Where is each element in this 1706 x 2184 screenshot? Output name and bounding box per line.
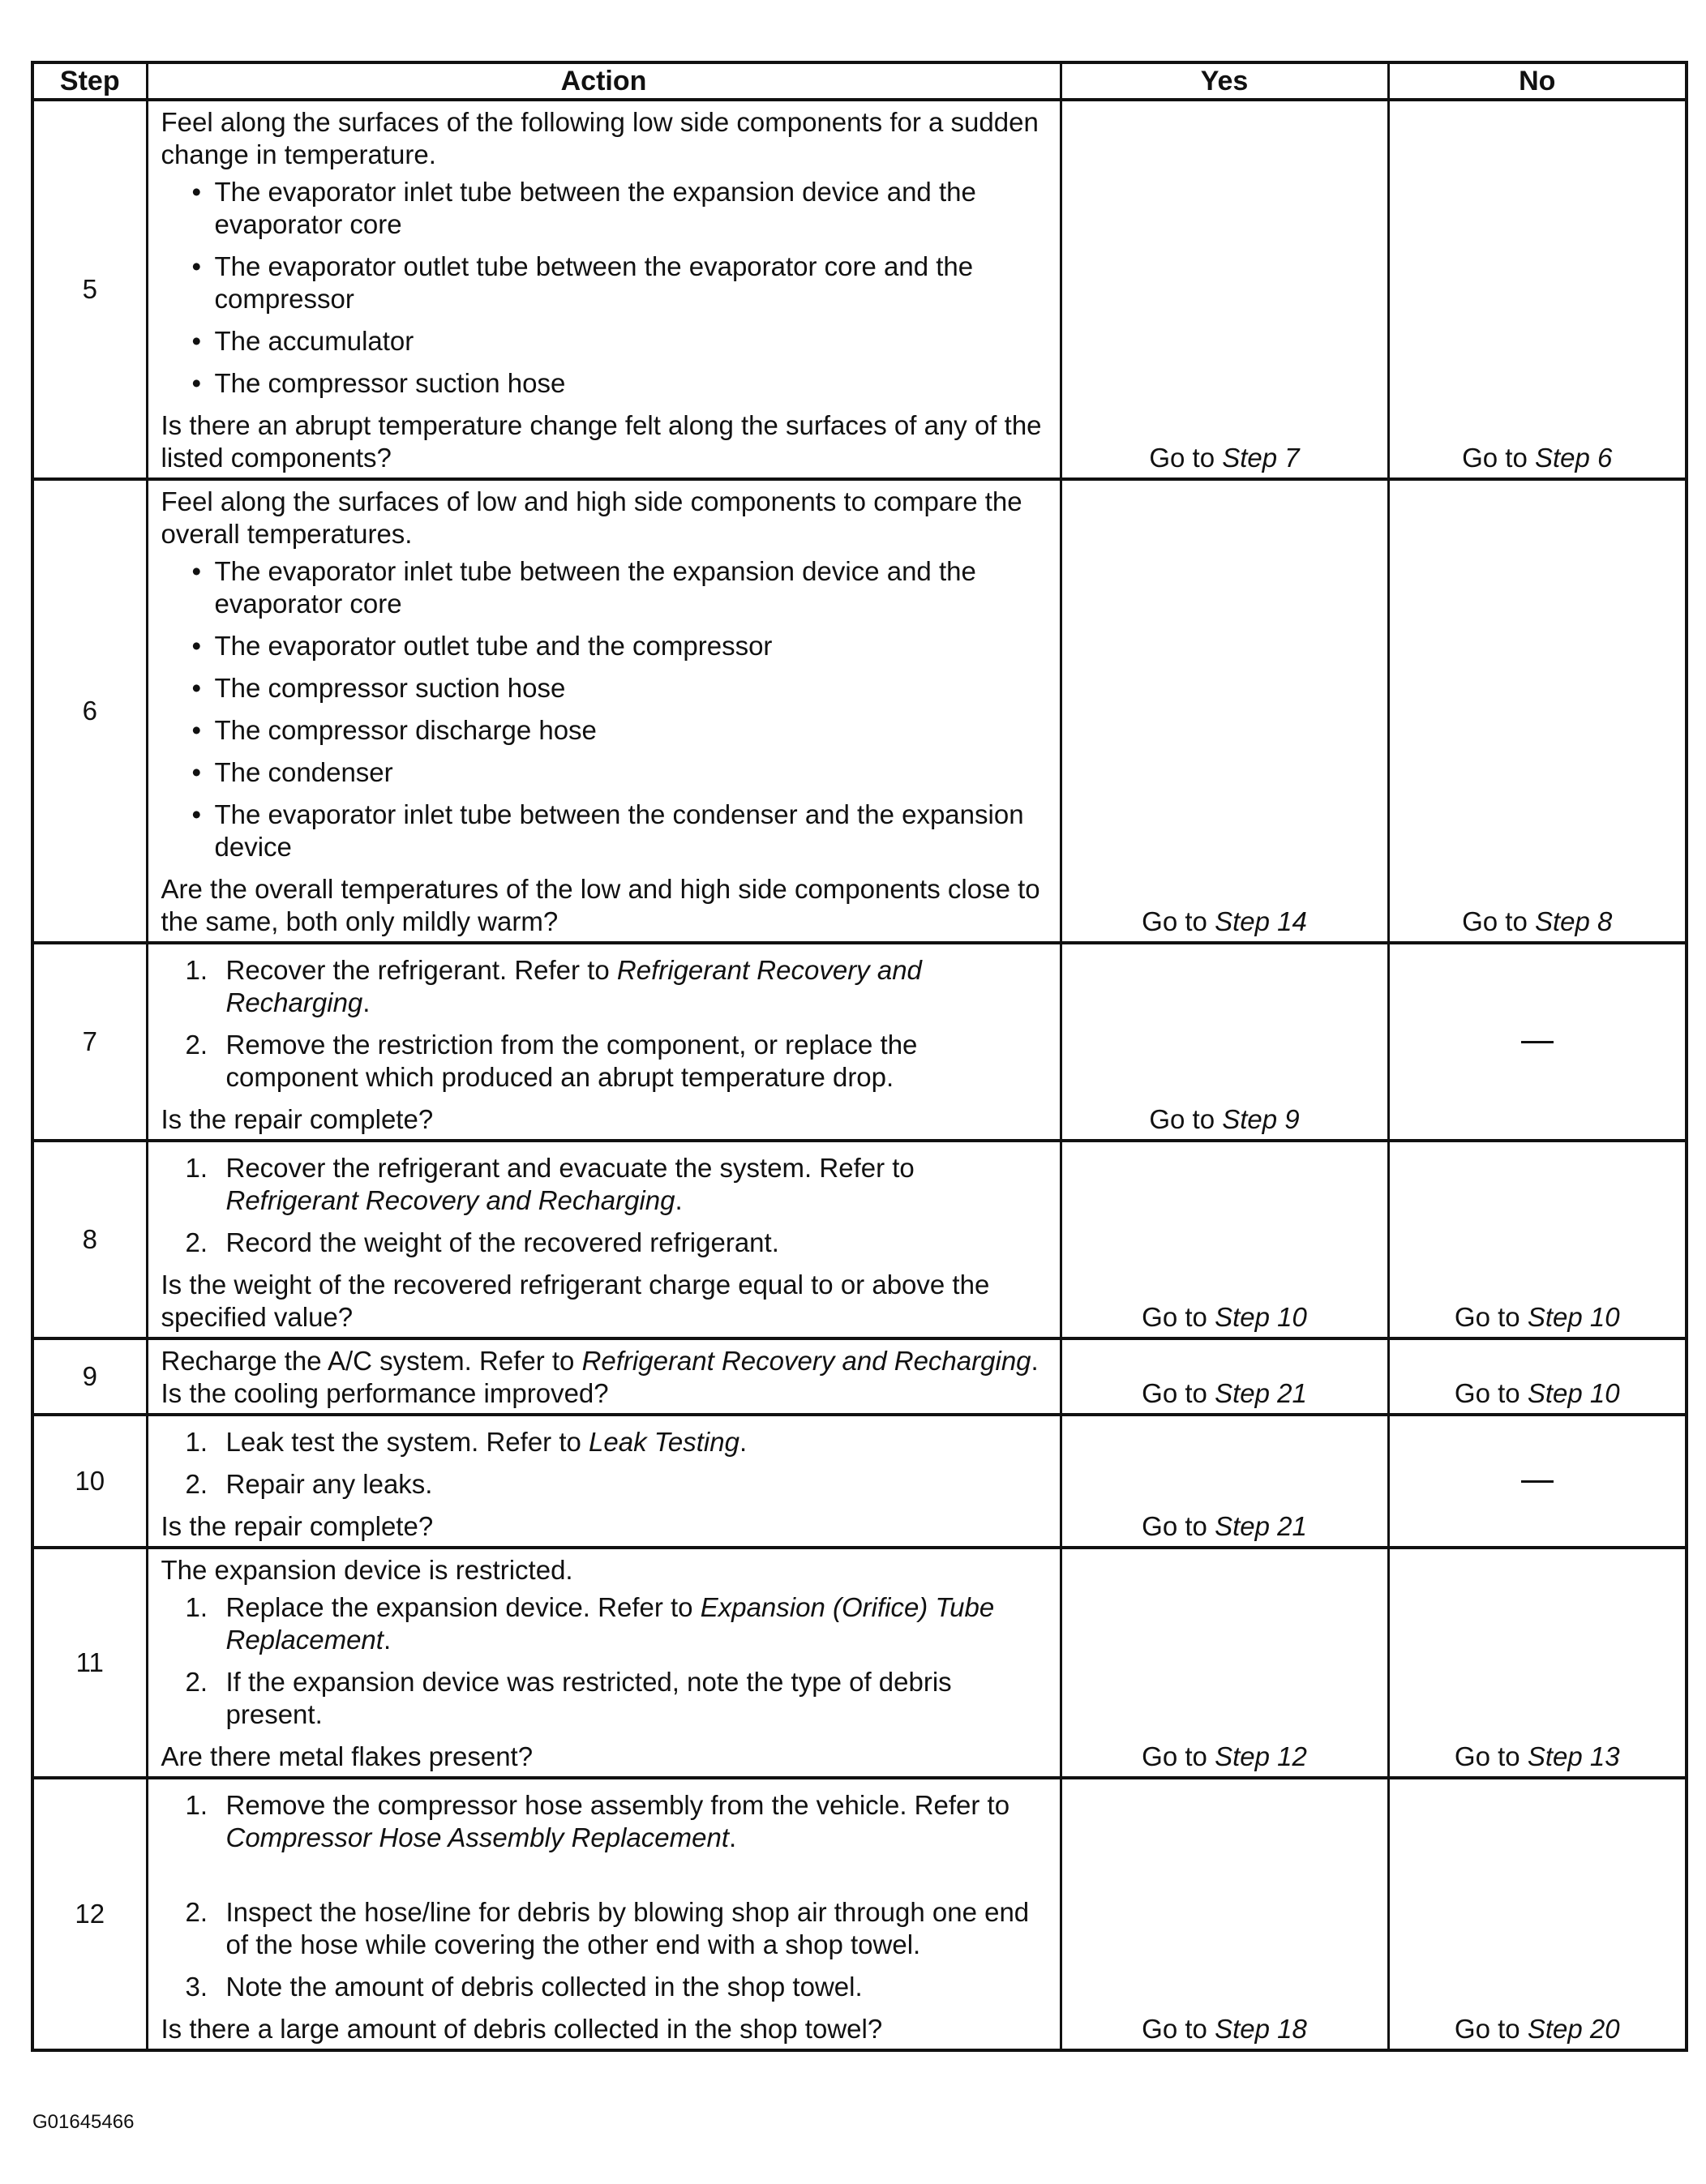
no-cell <box>1388 1548 1687 1778</box>
yes-prefix: Go to <box>1142 906 1207 936</box>
numbered-item <box>161 1426 1053 1458</box>
yes-cell <box>1061 479 1388 943</box>
bullet-dot: • <box>191 251 202 281</box>
item-reference: Expansion (Orifice) Tube Replacement <box>225 1592 995 1655</box>
yes-cell <box>1061 100 1388 479</box>
bullet-text: The compressor suction hose <box>214 673 566 703</box>
yes-prefix: Go to <box>1149 1104 1215 1134</box>
yes-cell <box>1061 1415 1388 1548</box>
bullet-text: The evaporator inlet tube between the expansion device and the evaporator core <box>214 556 976 619</box>
no-step-ref: Step 10 <box>1527 1378 1620 1408</box>
yes-prefix: Go to <box>1142 1378 1207 1408</box>
bullet-dot: • <box>191 673 202 703</box>
item-text: Remove the compressor hose assembly from the vehicle. Refer to <box>225 1790 1010 1820</box>
item-reference: Refrigerant Recovery and Recharging <box>225 955 922 1017</box>
bullet-dot: • <box>191 631 202 661</box>
yes-step-ref: Step 10 <box>1215 1302 1307 1332</box>
step-number: 5 <box>32 100 147 479</box>
bullet-item <box>161 367 1053 400</box>
action-question: Is the cooling performance improved? <box>161 1378 609 1408</box>
intro-after: . <box>1031 1346 1039 1376</box>
action-cell <box>147 943 1061 1141</box>
bullet-item <box>161 799 1053 863</box>
step-number: 7 <box>32 943 147 1141</box>
bullet-item <box>161 251 1053 315</box>
action-cell <box>147 1548 1061 1778</box>
no-prefix: Go to <box>1462 906 1528 936</box>
item-after: . <box>383 1625 392 1655</box>
item-number: 1. <box>185 1153 208 1183</box>
table-header-row <box>32 62 1687 100</box>
action-question: Is there an abrupt temperature change felt along the surfaces of any of the listed components? <box>161 410 1042 473</box>
step-number: 11 <box>32 1548 147 1778</box>
table-row <box>32 943 1687 1141</box>
no-cell <box>1388 100 1687 479</box>
item-text: Repair any leaks. <box>225 1469 433 1499</box>
bullet-item <box>161 756 1053 789</box>
no-step-ref: Step 8 <box>1534 906 1613 936</box>
numbered-item <box>161 1971 1053 2003</box>
item-number: 3. <box>185 1972 208 2002</box>
intro-reference: Refrigerant Recovery and Recharging <box>581 1346 1031 1376</box>
diagnostic-table <box>31 61 1688 2052</box>
step-number: 12 <box>32 1778 147 2050</box>
no-cell <box>1388 479 1687 943</box>
yes-cell <box>1061 1778 1388 2050</box>
numbered-list <box>161 1591 1053 1731</box>
numbered-item <box>161 1029 1053 1094</box>
numbered-item <box>161 1591 1053 1656</box>
step-number: 9 <box>32 1338 147 1415</box>
item-number: 1. <box>185 1790 208 1820</box>
numbered-list <box>161 1426 1053 1501</box>
no-prefix: Go to <box>1454 1378 1520 1408</box>
no-cell <box>1388 1778 1687 2050</box>
no-step-ref: Step 10 <box>1527 1302 1620 1332</box>
item-number: 1. <box>185 1592 208 1622</box>
header-step: Step <box>32 62 147 100</box>
yes-step-ref: Step 12 <box>1215 1741 1307 1771</box>
numbered-list <box>161 1789 1053 2003</box>
table-row <box>32 1338 1687 1415</box>
bullet-item <box>161 325 1053 358</box>
yes-cell <box>1061 943 1388 1141</box>
bullet-item <box>161 630 1053 662</box>
yes-step-ref: Step 18 <box>1215 2014 1307 2044</box>
action-intro <box>161 1554 1053 1587</box>
item-after: . <box>729 1822 737 1852</box>
item-number: 2. <box>185 1469 208 1499</box>
yes-prefix: Go to <box>1142 2014 1207 2044</box>
item-reference: Compressor Hose Assembly Replacement <box>225 1822 730 1852</box>
yes-prefix: Go to <box>1142 1511 1207 1541</box>
no-step-ref: Step 20 <box>1527 2014 1620 2044</box>
item-text: Record the weight of the recovered refrigerant. <box>225 1227 779 1257</box>
numbered-item <box>161 954 1053 1019</box>
table-row <box>32 1548 1687 1778</box>
header-action: Action <box>147 62 1061 100</box>
intro-text: The expansion device is restricted. <box>161 1555 573 1585</box>
bullet-dot: • <box>191 368 202 398</box>
numbered-item <box>161 1666 1053 1731</box>
action-question: Are the overall temperatures of the low and high side components close to the same, both only mildly warm? <box>161 874 1040 936</box>
action-question: Is the repair complete? <box>161 1104 434 1134</box>
bullet-text: The compressor suction hose <box>214 368 566 398</box>
numbered-item <box>161 1227 1053 1259</box>
yes-step-ref: Step 21 <box>1215 1378 1307 1408</box>
bullet-text: The evaporator inlet tube between the condenser and the expansion device <box>214 799 1024 862</box>
item-text: Recover the refrigerant and evacuate the system. Refer to <box>225 1153 915 1183</box>
yes-cell <box>1061 1338 1388 1415</box>
action-cell <box>147 1141 1061 1338</box>
no-prefix: Go to <box>1454 1741 1520 1771</box>
step-number: 6 <box>32 479 147 943</box>
no-cell <box>1388 1415 1687 1548</box>
bullet-dot: • <box>191 757 202 787</box>
item-number: 1. <box>185 1427 208 1457</box>
yes-prefix: Go to <box>1142 1741 1207 1771</box>
numbered-item <box>161 1152 1053 1217</box>
no-dash <box>1521 1041 1554 1043</box>
numbered-item <box>161 1789 1053 1854</box>
no-prefix: Go to <box>1454 2014 1520 2044</box>
bullet-text: The accumulator <box>214 326 414 356</box>
table-row <box>32 100 1687 479</box>
bullet-item <box>161 176 1053 241</box>
yes-prefix: Go to <box>1149 443 1215 473</box>
bullet-item <box>161 555 1053 620</box>
no-dash <box>1521 1480 1554 1483</box>
item-text: Inspect the hose/line for debris by blowing shop air through one end of the hose while covering the other end with a shop towel. <box>225 1897 1030 1959</box>
item-after: . <box>739 1427 748 1457</box>
bullet-item <box>161 714 1053 747</box>
action-cell <box>147 479 1061 943</box>
item-after: . <box>675 1185 683 1215</box>
action-cell <box>147 100 1061 479</box>
action-question: Is the weight of the recovered refrigerant charge equal to or above the specified value? <box>161 1270 990 1332</box>
action-cell <box>147 1338 1061 1415</box>
yes-step-ref: Step 9 <box>1222 1104 1300 1134</box>
item-text: If the expansion device was restricted, note the type of debris present. <box>225 1667 952 1729</box>
table-row <box>32 1141 1687 1338</box>
item-number: 2. <box>185 1897 208 1927</box>
action-intro <box>161 486 1053 550</box>
item-number: 2. <box>185 1667 208 1697</box>
step-number: 8 <box>32 1141 147 1338</box>
no-prefix: Go to <box>1462 443 1528 473</box>
no-prefix: Go to <box>1454 1302 1520 1332</box>
yes-step-ref: Step 21 <box>1215 1511 1307 1541</box>
bullet-list <box>161 555 1053 863</box>
table-row <box>32 1415 1687 1548</box>
bullet-text: The evaporator outlet tube and the compressor <box>214 631 773 661</box>
yes-step-ref: Step 14 <box>1215 906 1307 936</box>
header-yes: Yes <box>1061 62 1388 100</box>
bullet-text: The compressor discharge hose <box>214 715 597 745</box>
action-intro <box>161 106 1053 171</box>
no-step-ref: Step 13 <box>1527 1741 1620 1771</box>
bullet-item <box>161 672 1053 704</box>
numbered-item <box>161 1896 1053 1961</box>
item-after: . <box>362 987 371 1017</box>
bullet-dot: • <box>191 326 202 356</box>
intro-text: Feel along the surfaces of low and high side components to compare the overall temperatures. <box>161 486 1022 549</box>
action-question: Is the repair complete? <box>161 1511 434 1541</box>
action-question: Are there metal flakes present? <box>161 1741 534 1771</box>
step-number: 10 <box>32 1415 147 1548</box>
intro-text: Feel along the surfaces of the following low side components for a sudden change in temperature. <box>161 107 1039 169</box>
numbered-list <box>161 1152 1053 1259</box>
bullet-text: The evaporator inlet tube between the expansion device and the evaporator core <box>214 177 976 239</box>
no-cell <box>1388 1338 1687 1415</box>
action-cell <box>147 1415 1061 1548</box>
item-reference: Refrigerant Recovery and Recharging <box>225 1185 675 1215</box>
item-text: Remove the restriction from the component, or replace the component which produced an abrupt temperature drop. <box>225 1030 918 1092</box>
table-row <box>32 479 1687 943</box>
item-text: Replace the expansion device. Refer to <box>225 1592 693 1622</box>
bullet-dot: • <box>191 715 202 745</box>
item-text: Note the amount of debris collected in the shop towel. <box>225 1972 863 2002</box>
yes-step-ref: Step 7 <box>1222 443 1300 473</box>
yes-prefix: Go to <box>1142 1302 1207 1332</box>
intro-text: Recharge the A/C system. Refer to <box>161 1346 575 1376</box>
item-number: 2. <box>185 1030 208 1060</box>
header-no: No <box>1388 62 1687 100</box>
bullet-dot: • <box>191 177 202 207</box>
bullet-dot: • <box>191 556 202 586</box>
numbered-list <box>161 954 1053 1094</box>
item-reference: Leak Testing <box>589 1427 739 1457</box>
item-text: Recover the refrigerant. Refer to <box>225 955 610 985</box>
action-question: Is there a large amount of debris collected in the shop towel? <box>161 2014 883 2044</box>
item-number: 1. <box>185 955 208 985</box>
bullet-text: The condenser <box>214 757 393 787</box>
yes-cell <box>1061 1548 1388 1778</box>
bullet-list <box>161 176 1053 400</box>
action-intro <box>161 1345 1053 1377</box>
item-number: 2. <box>185 1227 208 1257</box>
item-text: Leak test the system. Refer to <box>225 1427 581 1457</box>
numbered-item <box>161 1468 1053 1501</box>
action-cell <box>147 1778 1061 2050</box>
no-cell <box>1388 1141 1687 1338</box>
bullet-dot: • <box>191 799 202 829</box>
table-row <box>32 1778 1687 2050</box>
yes-cell <box>1061 1141 1388 1338</box>
figure-id: G01645466 <box>32 2111 135 2133</box>
bullet-text: The evaporator outlet tube between the evaporator core and the compressor <box>214 251 974 314</box>
no-step-ref: Step 6 <box>1534 443 1613 473</box>
no-cell <box>1388 943 1687 1141</box>
